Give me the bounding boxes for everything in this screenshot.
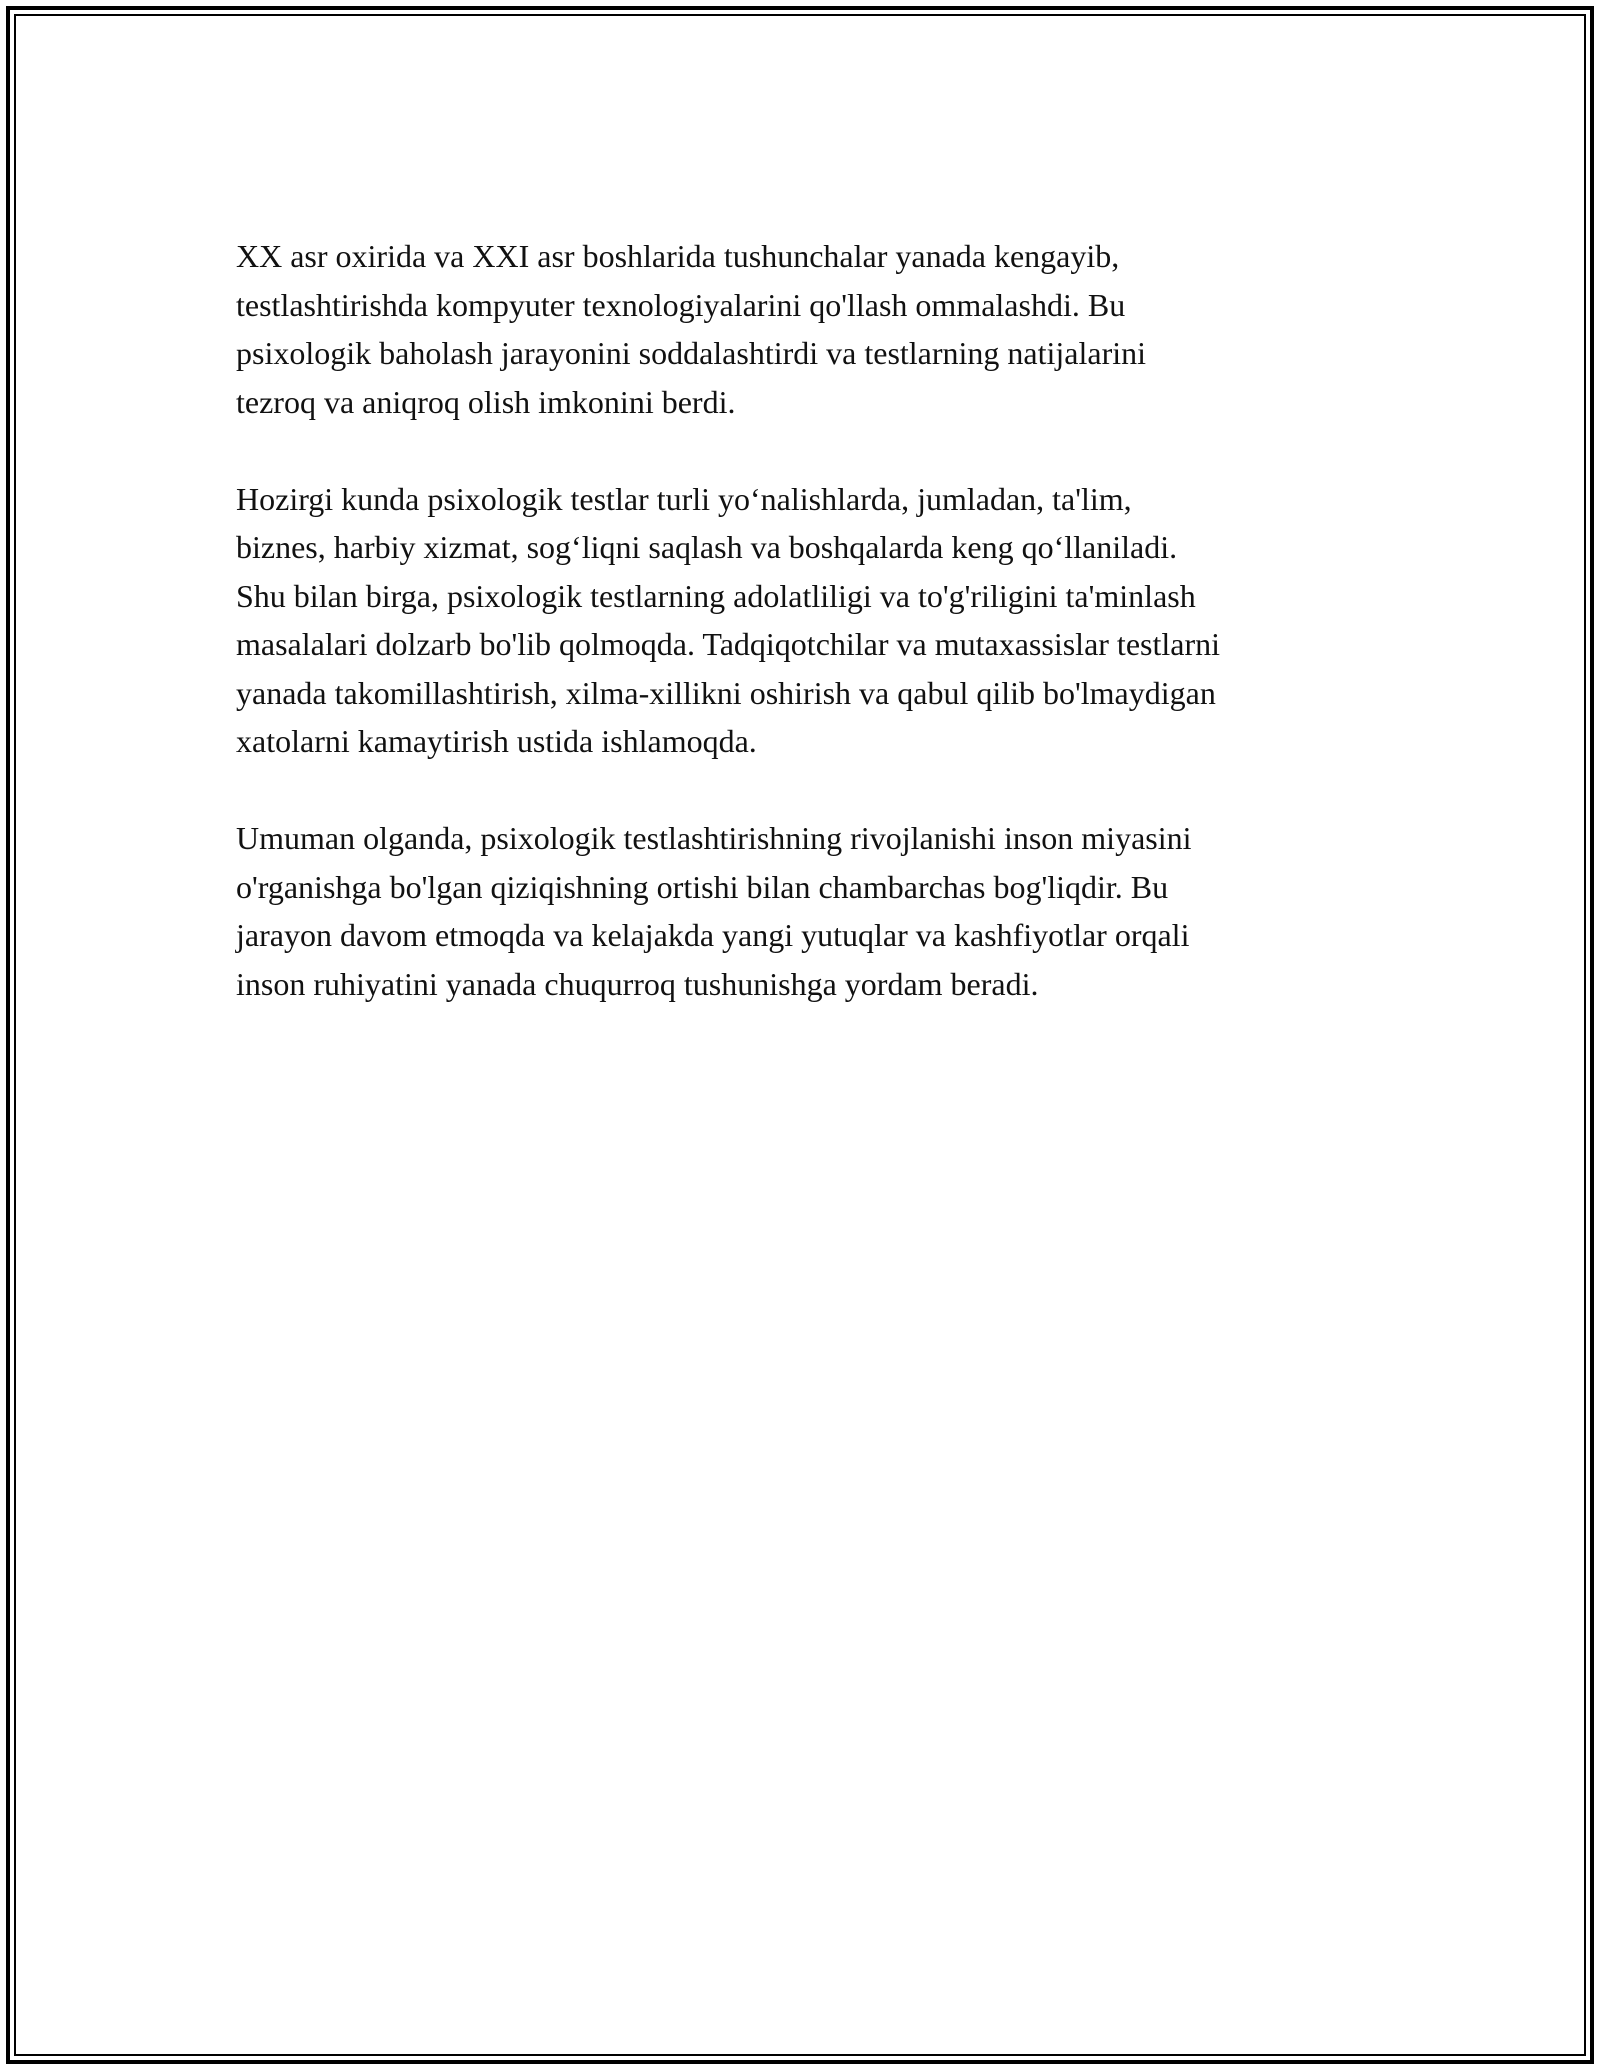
paragraph-line: Hozirgi kunda psixologik testlar turli yo‘nalishlarda, jumladan, ta'lim, — [236, 480, 1132, 517]
document-body — [236, 232, 1386, 1008]
paragraph-2 — [236, 475, 1386, 766]
paragraph-line: inson ruhiyatini yanada chuqurroq tushunishga yordam beradi. — [236, 965, 1039, 1002]
paragraph-line: xatolarni kamaytirish ustida ishlamoqda. — [236, 723, 757, 759]
paragraph-line: jarayon davom etmoqda va kelajakda yangi yutuqlar va kashfiyotlar orqali — [236, 917, 1190, 953]
paragraph-line: Shu bilan birga, psixologik testlarning adolatliligi va to'g'riligini ta'minlash — [236, 577, 1196, 614]
paragraph-line: tezroq va aniqroq olish imkonini berdi. — [236, 383, 736, 420]
paragraph-line: XX asr oxirida va XXI asr boshlarida tushunchalar yanada kengayib, — [236, 238, 1120, 274]
paragraph-line: yanada takomillashtirish, xilma-xillikni oshirish va qabul qilib bo'lmaydigan — [236, 674, 1216, 711]
paragraph-line: testlashtirishda kompyuter texnologiyalarini qo'llash ommalashdi. Bu — [236, 286, 1126, 323]
paragraph-line: Umuman olganda, psixologik testlashtirishning rivojlanishi inson miyasini — [236, 820, 1192, 856]
paragraph-1 — [236, 232, 1386, 426]
paragraph-line: biznes, harbiy xizmat, sog‘liqni saqlash va boshqalarda keng qo‘llaniladi. — [236, 529, 1178, 565]
paragraph-line: psixologik baholash jarayonini soddalashtirdi va testlarning natijalarini — [236, 335, 1147, 371]
paragraph-line: masalalari dolzarb bo'lib qolmoqda. Tadqiqotchilar va mutaxassislar testlarni — [236, 626, 1220, 662]
paragraph-line: o'rganishga bo'lgan qiziqishning ortishi bilan chambarchas bog'liqdir. Bu — [236, 868, 1169, 905]
paragraph-3 — [236, 814, 1386, 1008]
